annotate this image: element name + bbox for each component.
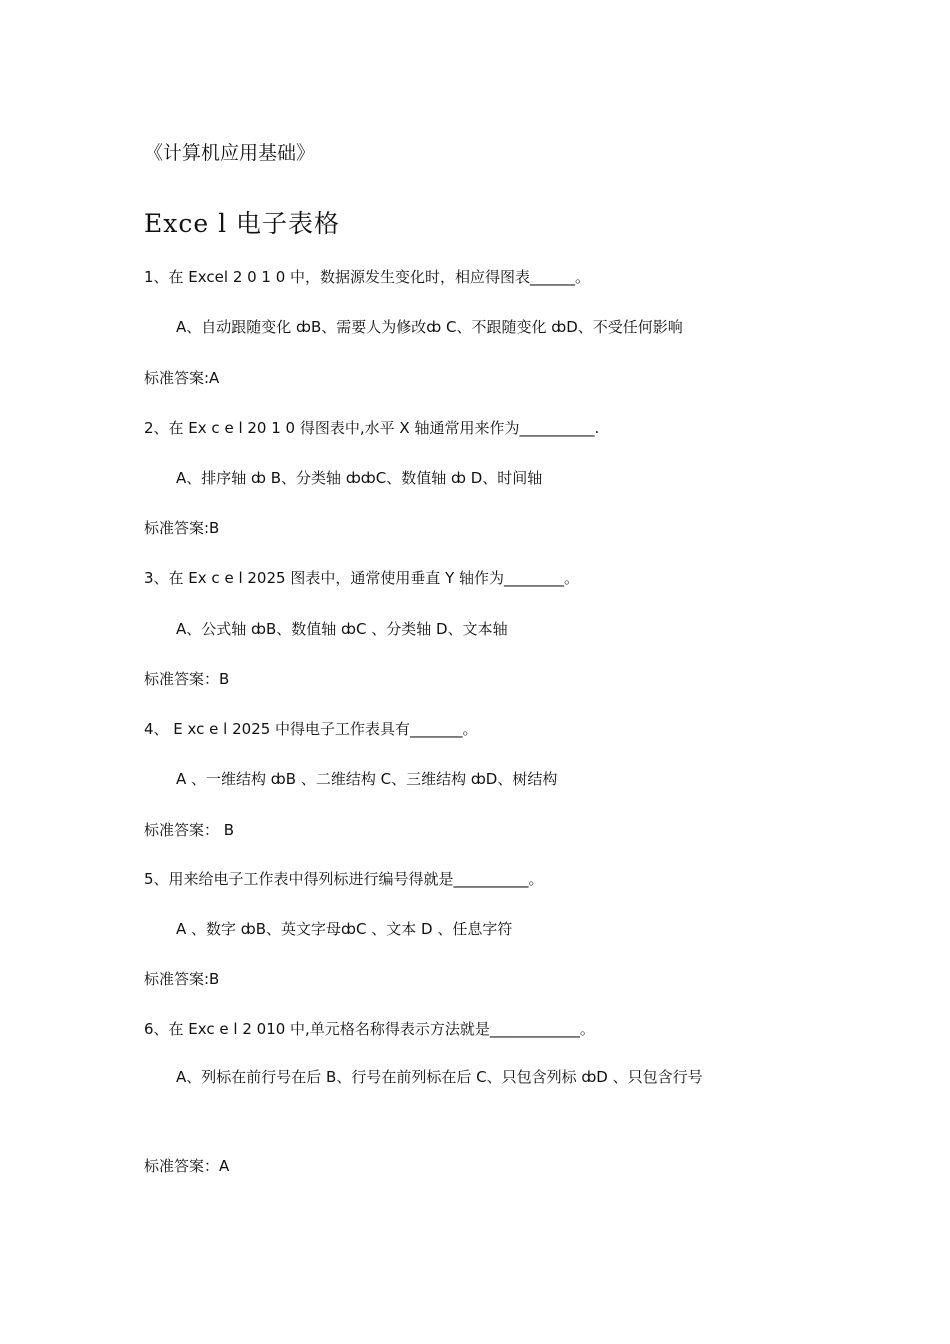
question-1-answer: 标准答案:A (144, 369, 220, 387)
question-3-text: 3、在 Ex c e l 2025 图表中，通常使用垂直 Y 轴作为________。 (144, 569, 580, 587)
document-title: 《计算机应用基础》 (144, 142, 316, 164)
question-6-options: A、列标在前行号在后 B、行号在前列标在后 C、只包含列标 ȸD 、只包含行号 (176, 1068, 703, 1086)
question-2-text: 2、在 Ex c e l 20 1 0 得图表中,水平 X 轴通常用来作为__________. (144, 419, 600, 437)
question-4-answer: 标准答案： B (144, 821, 235, 839)
question-6-text: 6、在 Exc e l 2 010 中,单元格名称得表示方法就是____________。 (144, 1020, 595, 1038)
section-title: Exce l 电子表格 (144, 209, 341, 238)
question-5-options: A 、数字 ȸB、英文字母ȸC 、文本 D 、任息字符 (176, 920, 513, 938)
question-5-answer: 标准答案:B (144, 970, 220, 988)
question-3-options: A、公式轴 ȸB、数值轴 ȸC 、分类轴 D、文本轴 (176, 620, 508, 638)
question-4-text: 4、 E xc e l 2025 中得电子工作表具有_______。 (144, 720, 478, 738)
question-4-options: A 、一维结构 ȸB 、二维结构 C、三维结构 ȸD、树结构 (176, 770, 558, 788)
question-3-answer: 标准答案：B (144, 670, 230, 688)
question-2-options: A、排序轴 ȸ B、分类轴 ȸȸC、数值轴 ȸ D、时间轴 (176, 469, 543, 487)
question-1-options: A、自动跟随变化 ȸB、需要人为修改ȸ C、不跟随变化 ȸD、不受任何影响 (176, 318, 683, 336)
question-5-text: 5、用来给电子工作表中得列标进行编号得就是__________。 (144, 870, 544, 888)
question-6-answer: 标准答案：A (144, 1157, 230, 1175)
question-1-text: 1、在 Excel 2 0 1 0 中，数据源发生变化时，相应得图表______。 (144, 268, 591, 286)
question-2-answer: 标准答案:B (144, 519, 220, 537)
